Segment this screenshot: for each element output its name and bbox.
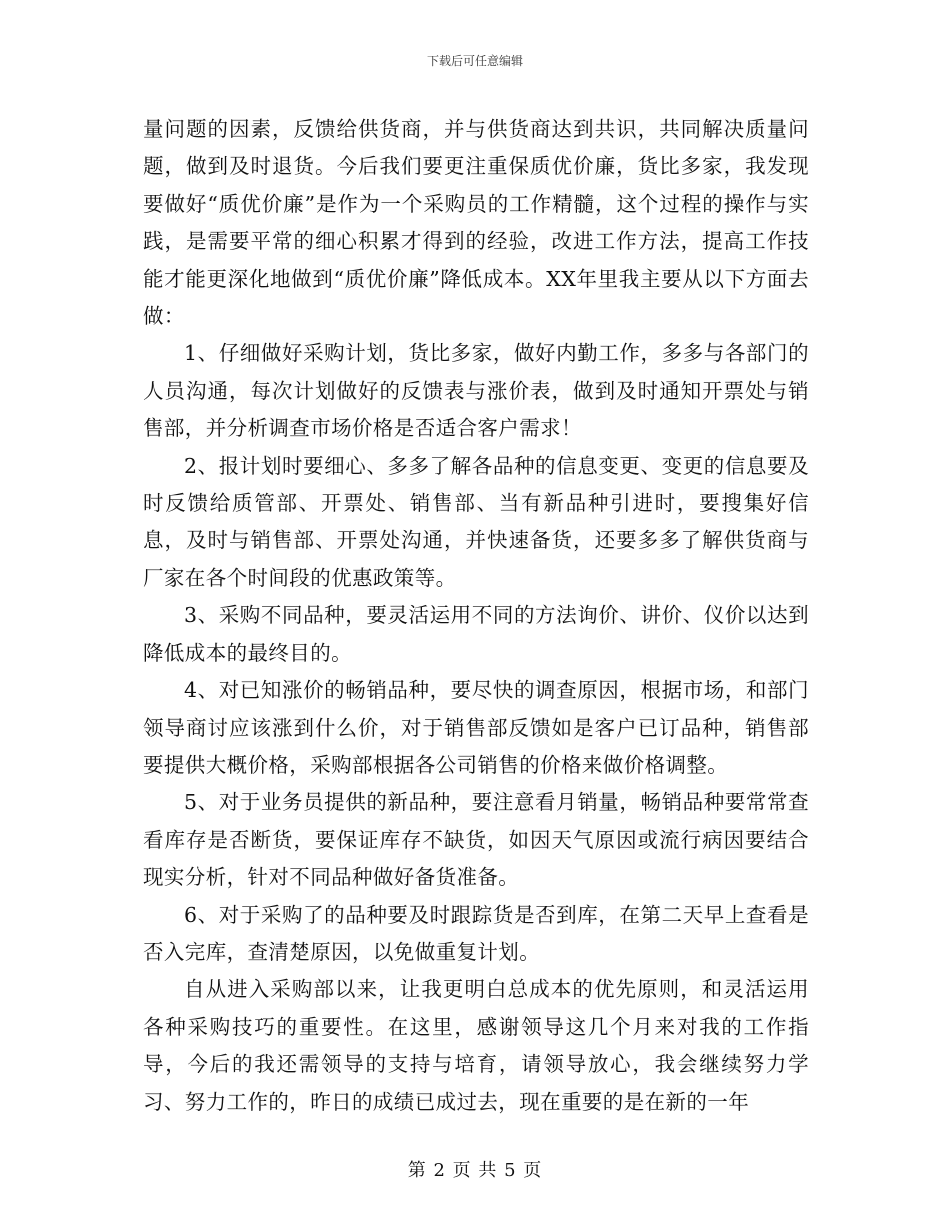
- page-number: 第 2 页 共 5 页: [407, 1160, 543, 1181]
- paragraph-item-5: 5、对于业务员提供的新品种，要注意看月销量，畅销品种要常常查看库存是否断货，要保证库存不缺货，如因天气原因或流行病因要结合现实分析，针对不同品种做好备货准备。: [143, 790, 809, 890]
- paragraph-item-2: 2、报计划时要细心、多多了解各品种的信息变更、变更的信息要及时反馈给质管部、开票处、销售部、当有新品种引进时，要搜集好信息，及时与销售部、开票处沟通，并快速备货，还要多多了解供货商与厂家在各个时间段的优惠政策等。: [143, 453, 809, 590]
- paragraph-item-1: 1、仔细做好采购计划，货比多家，做好内勤工作，多多与各部门的人员沟通，每次计划做好的反馈表与涨价表，做到及时通知开票处与销售部，并分析调查市场价格是否适合客户需求！: [143, 341, 809, 441]
- paragraph-item-6: 6、对于采购了的品种要及时跟踪货是否到库，在第二天早上查看是否入完库，查清楚原因，以免做重复计划。: [143, 902, 809, 964]
- document-body: [143, 111, 809, 1121]
- paragraph-item-3: 3、采购不同品种，要灵活运用不同的方法询价、讲价、仪价以达到降低成本的最终目的。: [143, 603, 809, 665]
- paragraph-item-4: 4、对已知涨价的畅销品种，要尽快的调查原因，根据市场，和部门领导商讨应该涨到什么价，对于销售部反馈如是客户已订品种，销售部要提供大概价格，采购部根据各公司销售的价格来做价格调整。: [143, 678, 809, 777]
- page-header-note: 下载后可任意编辑: [426, 54, 523, 68]
- paragraph-intro: 量问题的因素，反馈给供货商，并与供货商达到共识，共同解决质量问题，做到及时退货。今后我们要更注重保质优价廉，货比多家，我发现要做好“质优价廉”是作为一个采购员的工作精髓，这个过程的操作与实践，是需要平常的细心积累才得到的经验，改进工作方法，提高工作技能才能更深化地做到“质优价廉”降低成本。XX年里我主要从以下方面去做：: [143, 117, 809, 329]
- paragraph-closing: 自从进入采购部以来，让我更明白总成本的优先原则，和灵活运用各种采购技巧的重要性。在这里，感谢领导这几个月来对我的工作指导，今后的我还需领导的支持与培育，请领导放心，我会继续努力学习、努力工作的，昨日的成绩已成过去，现在重要的是在新的一年: [143, 977, 809, 1114]
